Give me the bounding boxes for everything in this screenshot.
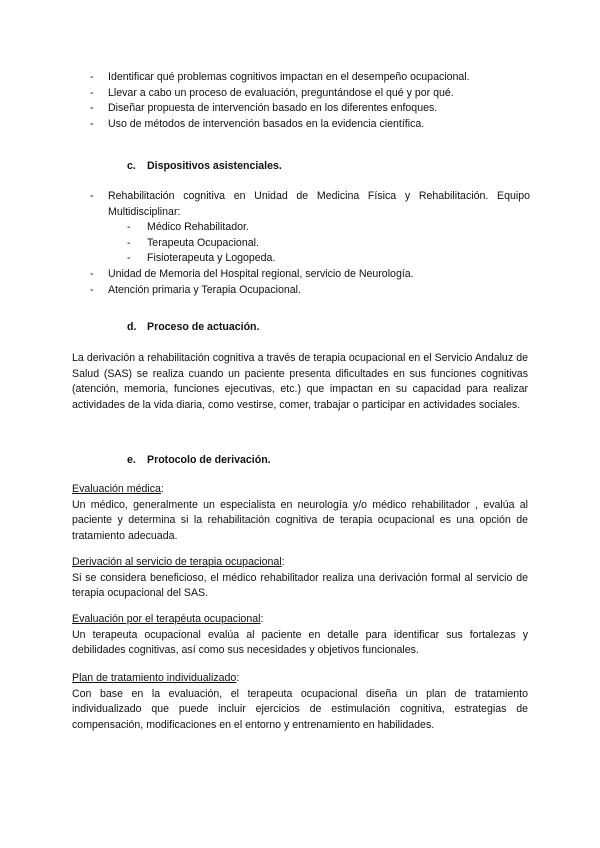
list-item: - Atención primaria y Terapia Ocupacional. — [90, 283, 301, 296]
step-title: Evaluación médica — [72, 483, 161, 495]
list-item: - Identificar qué problemas cognitivos impactan en el desempeño ocupacional. — [90, 71, 470, 83]
section-c-heading: c. Dispositivos asistenciales. — [127, 160, 282, 172]
step-text: Un terapeuta ocupacional evalúa al paciente en detalle para identificar sus fortalezas y debilidades cognitivas, así como sus necesidades y objetivos funcionales. — [72, 628, 528, 657]
step-title: Evaluación por el terapéuta ocupacional — [72, 613, 261, 625]
care-devices-list — [90, 189, 530, 298]
process-paragraph: La derivación a rehabilitación cognitiva a través de terapia ocupacional en el Servicio Andaluz de Salud (SAS) se realiza cuando un paciente presenta dificultades en sus funciones cognitivas (atención, memoria, funciones ejecutivas, etc.) que impactan en su capacidad para realizar actividades de la vida diaria, como vestirse, comer, trabajar o participar en actividades sociales. — [72, 352, 528, 411]
objectives-list — [90, 70, 530, 132]
list-item: - Llevar a cabo un proceso de evaluación, preguntándose el qué y por qué. — [90, 86, 454, 99]
step-text: Con base en la evaluación, el terapeuta ocupacional diseña un plan de tratamiento individualizado que puede incluir ejercicios de estimulación cognitiva, estrategias de compensación, modificaciones en el entorno y entrenamiento en habilidades. — [72, 687, 528, 731]
section-d-heading: d. Proceso de actuación. — [127, 321, 260, 333]
list-item: - Unidad de Memoria del Hospital regional, servicio de Neurología. — [90, 267, 414, 280]
list-item: - Uso de métodos de intervención basados en la evidencia científica. — [90, 117, 425, 130]
protocol-step: Evaluación por el terapéuta ocupacional: Un terapeuta ocupacional evalúa al paciente en detalle para identificar sus fortalezas y debilidades cognitivas, así como sus necesidades y objetivos funcionales. — [72, 612, 528, 659]
step-title: Plan de tratamiento individualizado — [72, 672, 237, 684]
protocol-step: Evaluación médica: Un médico, generalmente un especialista en neurología y/o médico rehabilitador , evalúa al paciente y determina si la rehabilitación cognitiva de terapia ocupacional es una opción de tratamiento adecuada. — [72, 482, 528, 544]
sub-list-item: - Terapeuta Ocupacional. — [127, 236, 259, 249]
step-text: Si se considera beneficioso, el médico rehabilitador realiza una derivación formal al servicio de terapia ocupacional del SAS. — [72, 571, 528, 600]
list-item: - Diseñar propuesta de intervención basado en los diferentes enfoques. — [90, 102, 438, 115]
sub-list-item: - Médico Rehabilitador. — [127, 221, 249, 234]
step-text: Un médico, generalmente un especialista en neurología y/o médico rehabilitador , evalúa al paciente y determina si la rehabilitación cognitiva de terapia ocupacional es una opción de tratamiento adecuada. — [72, 498, 528, 542]
list-item: - Rehabilitación cognitiva en Unidad de Medicina Física y Rehabilitación. Equipo Multidisciplinar: — [90, 190, 530, 218]
sub-list-item: - Fisioterapeuta y Logopeda. — [127, 252, 276, 265]
protocol-step: Derivación al servicio de terapia ocupacional: Si se considera beneficioso, el médico rehabilitador realiza una derivación formal al servicio de terapia ocupacional del SAS. — [72, 555, 528, 602]
protocol-step: Plan de tratamiento individualizado: Con base en la evaluación, el terapeuta ocupacional diseña un plan de tratamiento individualizado que puede incluir ejercicios de estimulación cognitiva, estrategias de compensación, modificaciones en el entorno y entrenamiento en habilidades. — [72, 671, 528, 733]
step-title: Derivación al servicio de terapia ocupacional — [72, 556, 282, 568]
section-e-heading: e. Protocolo de derivación. — [127, 454, 271, 466]
